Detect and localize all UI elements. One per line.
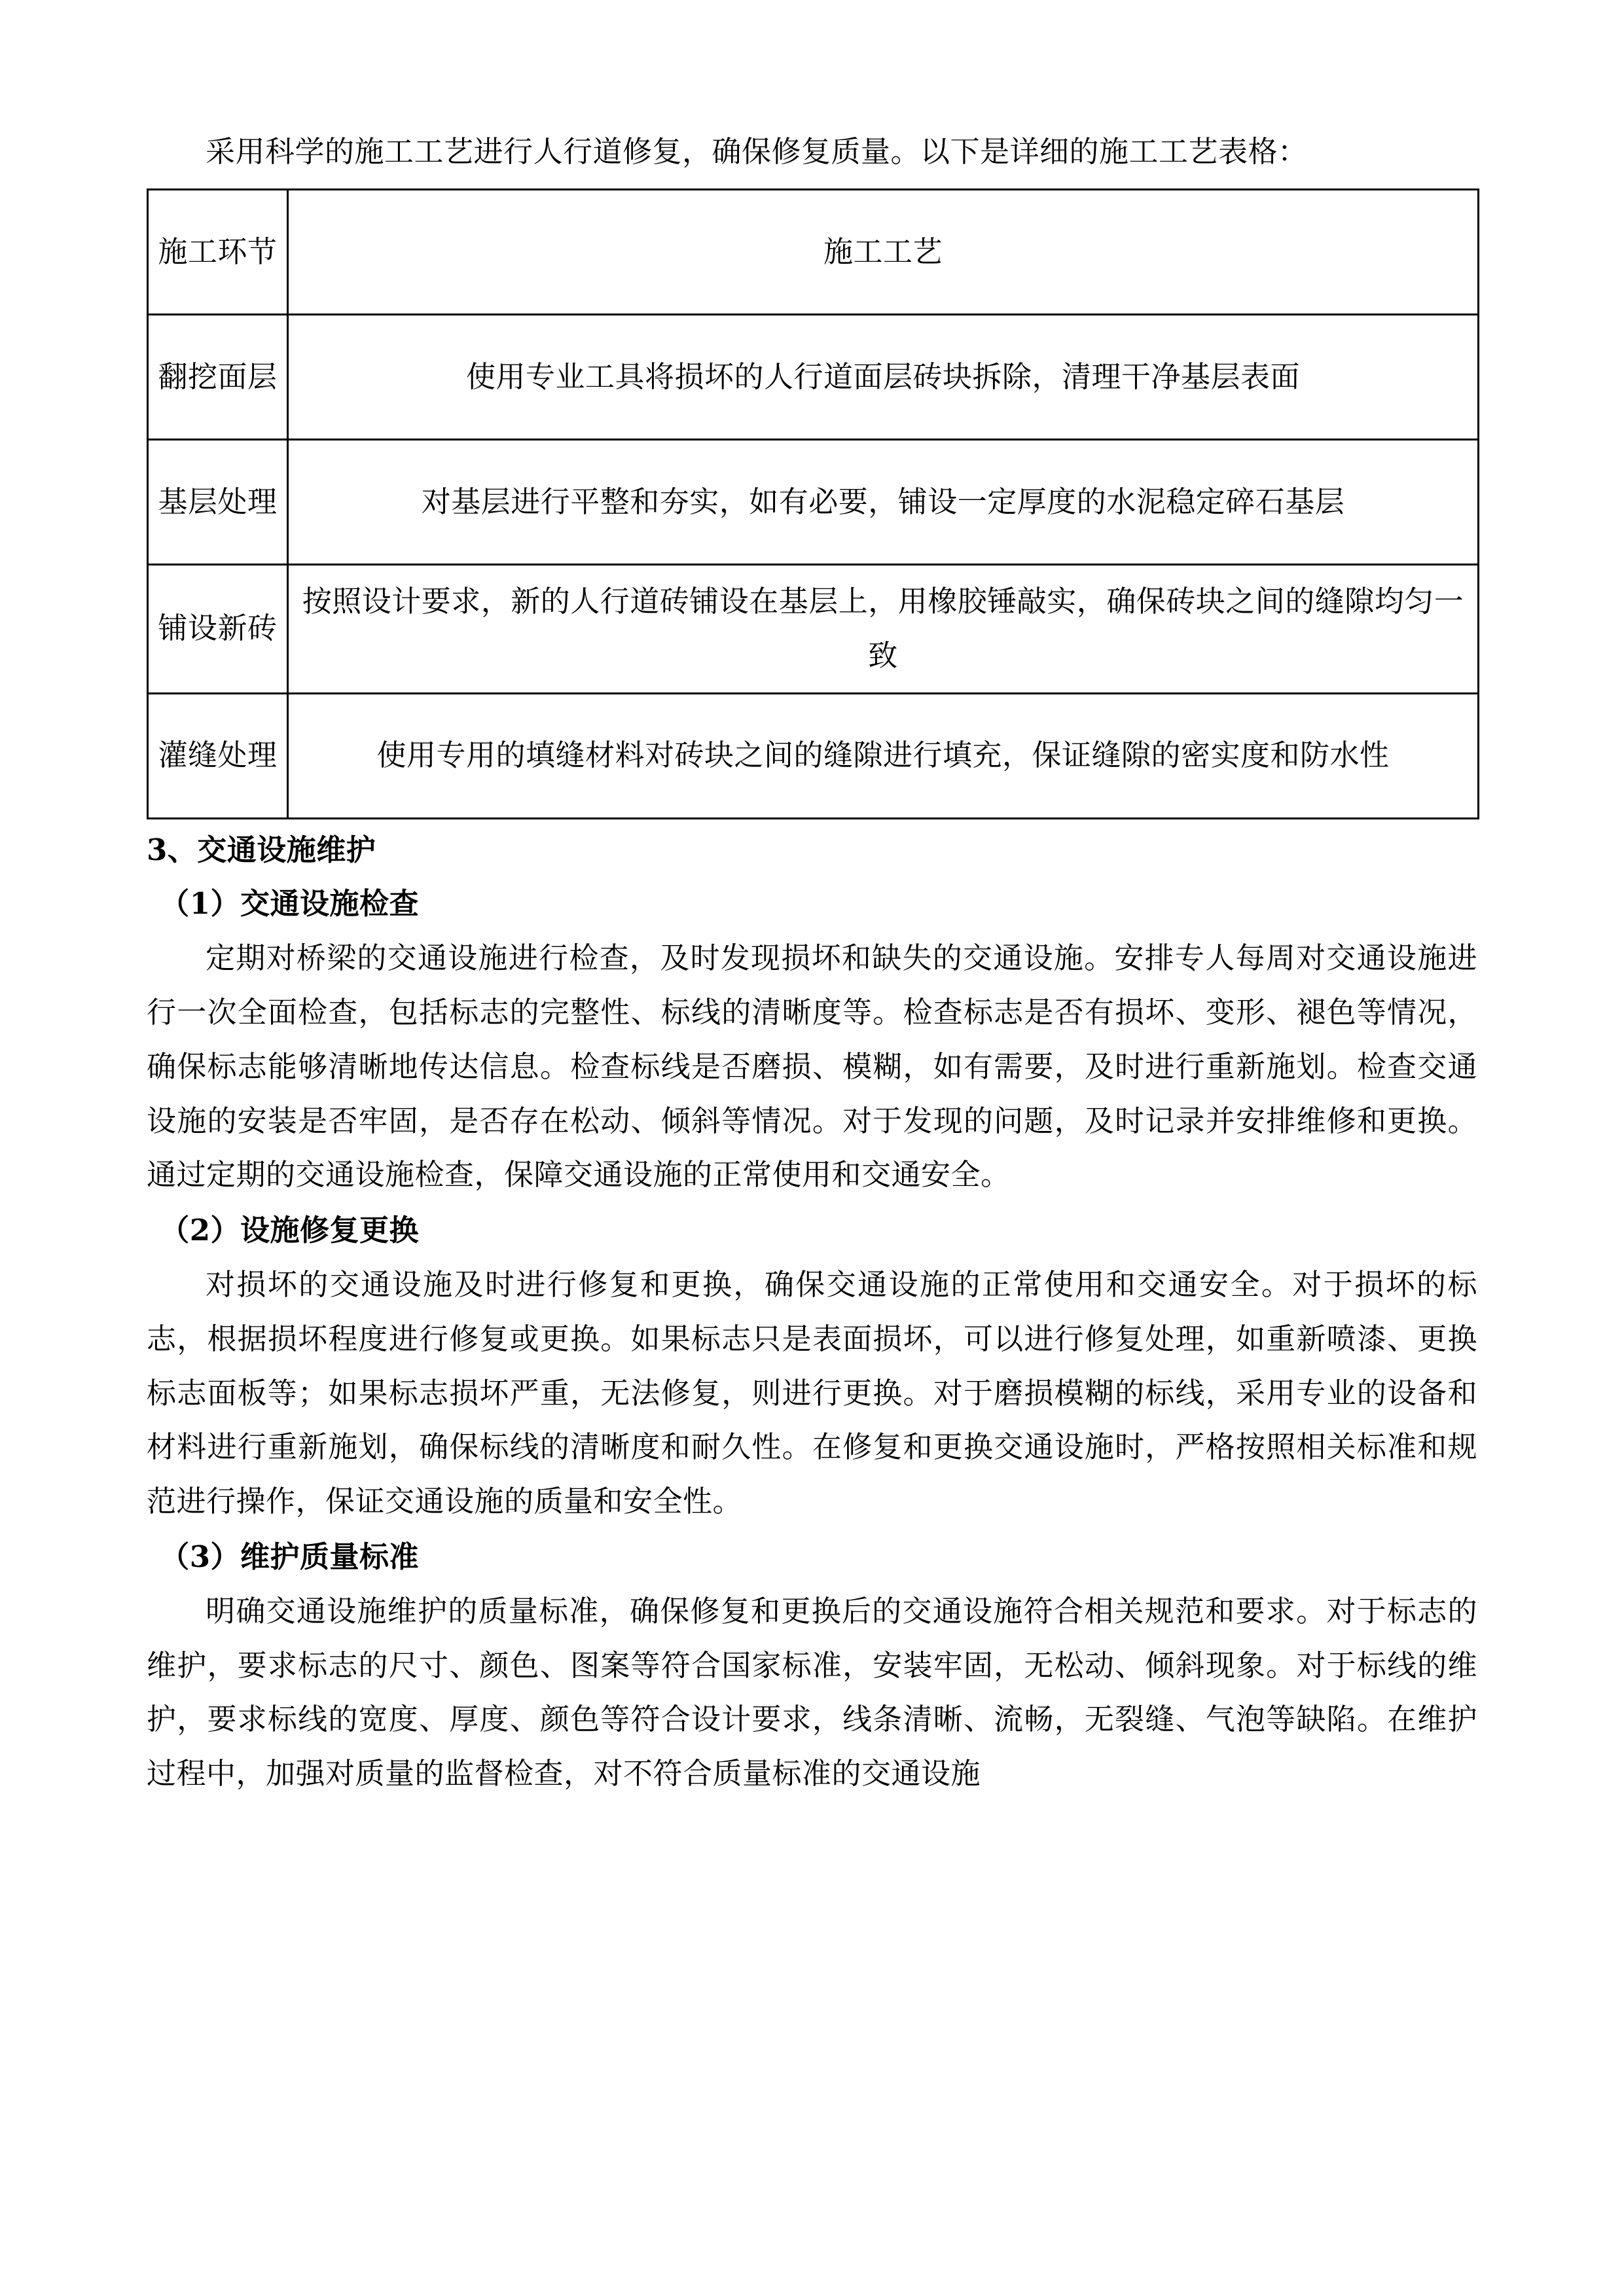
subsection-body-quality-standard: 明确交通设施维护的质量标准，确保修复和更换后的交通设施符合相关规范和要求。对于标志的维护，要求标志的尺寸、颜色、图案等符合国家标准，安装牢固，无松动、倾斜现象。对于标线的维护，要求标线的宽度、厚度、颜色等符合设计要求，线条清晰、流畅，无裂缝、气泡等缺陷。在维护过程中，加强对质量的监督检查，对不符合质量标准的交通设施 <box>147 1593 1477 1791</box>
table-cell-step: 基层处理 <box>148 440 288 565</box>
section-heading-traffic-facility-maintenance: 3、交通设施维护 <box>147 832 376 867</box>
lead-paragraph: 采用科学的施工工艺进行人行道修复，确保修复质量。以下是详细的施工工艺表格： <box>206 134 1308 169</box>
subsection-heading-repair-replacement: （2）设施修复更换 <box>160 1213 420 1248</box>
table-row <box>148 565 1479 694</box>
subsection-body-inspection: 定期对桥梁的交通设施进行检查，及时发现损坏和缺失的交通设施。安排专人每周对交通设施进行一次全面检查，包括标志的完整性、标线的清晰度等。检查标志是否有损坏、变形、褪色等情况，确保标志能够清晰地传达信息。检查标线是否磨损、模糊，如有需要，及时进行重新施划。检查交通设施的安装是否牢固，是否存在松动、倾斜等情况。对于发现的问题，及时记录并安排维修和更换。通过定期的交通设施检查，保障交通设施的正常使用和交通安全。 <box>147 941 1477 1193</box>
table-cell-step: 翻挖面层 <box>148 315 288 440</box>
table-cell-step: 铺设新砖 <box>148 565 288 694</box>
table-cell-process: 对基层进行平整和夯实，如有必要，铺设一定厚度的水泥稳定碎石基层 <box>288 440 1479 565</box>
subsection-heading-quality-standard: （3）维护质量标准 <box>160 1539 420 1574</box>
page-content <box>147 128 1477 1801</box>
table-header-row <box>148 190 1479 315</box>
table-row <box>148 315 1479 440</box>
subsection-heading-inspection: （1）交通设施检查 <box>160 886 420 922</box>
table-cell-step: 灌缝处理 <box>148 693 288 818</box>
subsection-body-repair-replacement: 对损坏的交通设施及时进行修复和更换，确保交通设施的正常使用和交通安全。对于损坏的标志，根据损坏程度进行修复或更换。如果标志只是表面损坏，可以进行修复处理，如重新喷漆、更换标志面板等；如果标志损坏严重，无法修复，则进行更换。对于磨损模糊的标线，采用专业的设备和材料进行重新施划，确保标线的清晰度和耐久性。在修复和更换交通设施时，严格按照相关标准和规范进行操作，保证交通设施的质量和安全性。 <box>147 1266 1477 1519</box>
table-header-process: 施工工艺 <box>288 190 1479 315</box>
table-row <box>148 440 1479 565</box>
table-cell-process: 使用专业工具将损坏的人行道面层砖块拆除，清理干净基层表面 <box>288 315 1479 440</box>
table-row <box>148 693 1479 818</box>
table-cell-process: 使用专用的填缝材料对砖块之间的缝隙进行填充，保证缝隙的密实度和防水性 <box>288 693 1479 818</box>
table-header-step: 施工环节 <box>148 190 288 315</box>
table-cell-process: 按照设计要求，新的人行道砖铺设在基层上，用橡胶锤敲实，确保砖块之间的缝隙均匀一致 <box>288 565 1479 694</box>
construction-process-table <box>147 188 1479 819</box>
